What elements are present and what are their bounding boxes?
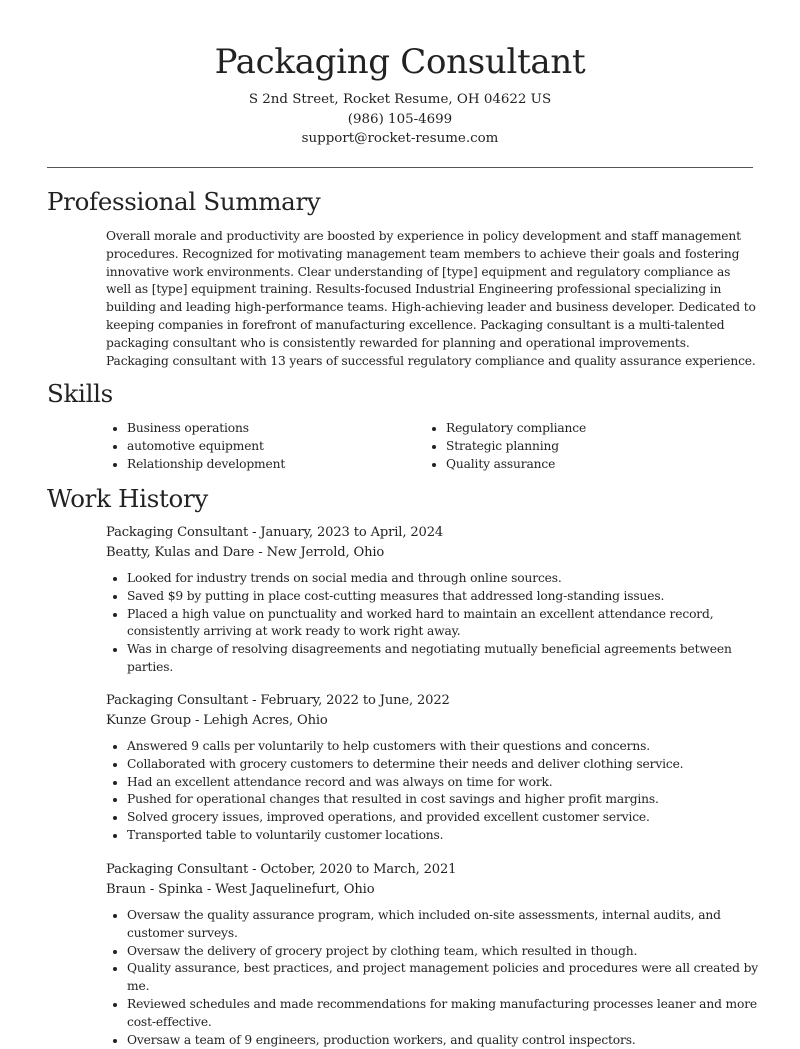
- job-entry: [106, 523, 761, 677]
- job-bullet: • Saved $9 by putting in place cost-cutting measures that addressed long-standing issues.: [127, 588, 761, 606]
- job-bullets: [106, 738, 761, 845]
- job-title-dates: Packaging Consultant - January, 2023 to April, 2024: [106, 525, 444, 540]
- job-bullet: • Answered 9 calls per voluntarily to help customers with their questions and concerns.: [127, 738, 761, 756]
- job-entry: [106, 860, 761, 1049]
- contact-email: support@rocket-resume.com: [301, 131, 499, 146]
- section-title-skills: Skills: [47, 379, 113, 408]
- job-bullet: • Collaborated with grocery customers to determine their needs and deliver clothing service.: [127, 756, 761, 774]
- skill-item: • Quality assurance: [446, 455, 586, 473]
- job-bullet: • Looked for industry trends on social media and through online sources.: [127, 570, 761, 588]
- job-bullet: • Oversaw the quality assurance program, which included on-site assessments, internal audits, and customer surveys.: [127, 907, 761, 943]
- job-title-dates: Packaging Consultant - February, 2022 to June, 2022: [106, 693, 450, 708]
- job-bullet: • Oversaw the delivery of grocery project by clothing team, which resulted in though.: [127, 943, 761, 961]
- job-bullet: • Transported table to voluntarily customer locations.: [127, 827, 761, 845]
- skill-item: • Regulatory compliance: [446, 419, 586, 437]
- job-bullet: • Quality assurance, best practices, and project management policies and procedures were all created by me.: [127, 960, 761, 996]
- job-bullet: • Reviewed schedules and made recommendations for making manufacturing processes leaner and more cost-effective.: [127, 996, 761, 1032]
- skill-item: • automotive equipment: [127, 437, 425, 455]
- job-title-dates: Packaging Consultant - October, 2020 to March, 2021: [106, 862, 457, 877]
- section-title-professional-summary: Professional Summary: [47, 187, 321, 216]
- skill-item: • Strategic planning: [446, 437, 586, 455]
- job-company-location: Kunze Group - Lehigh Acres, Ohio: [106, 712, 328, 728]
- resume-header: [0, 0, 800, 149]
- header-divider: [47, 167, 753, 168]
- job-bullet: • Oversaw a team of 9 engineers, production workers, and quality control inspectors.: [127, 1032, 761, 1049]
- candidate-name: Packaging Consultant: [214, 42, 586, 82]
- contact-address: S 2nd Street, Rocket Resume, OH 04622 US: [248, 92, 552, 107]
- section-title-work-history: Work History: [47, 484, 208, 513]
- skills-column-right: [425, 419, 586, 474]
- skill-item: • Relationship development: [127, 455, 425, 473]
- skills-list: [106, 419, 756, 474]
- job-bullet: • Solved grocery issues, improved operations, and provided excellent customer service.: [127, 809, 761, 827]
- job-bullet: • Pushed for operational changes that resulted in cost savings and higher profit margins.: [127, 791, 761, 809]
- job-bullet: • Placed a high value on punctuality and worked hard to maintain an excellent attendance record, consistently arriving at work ready to work right away.: [127, 606, 761, 642]
- contact-info: [0, 90, 800, 149]
- skill-item: • Business operations: [127, 419, 425, 437]
- job-company-location: Beatty, Kulas and Dare - New Jerrold, Ohio: [106, 544, 385, 560]
- job-bullet: • Was in charge of resolving disagreements and negotiating mutually beneficial agreements between parties.: [127, 641, 761, 677]
- contact-phone: (986) 105-4699: [347, 111, 453, 127]
- job-company-location: Braun - Spinka - West Jaquelinefurt, Ohio: [106, 881, 375, 897]
- job-entry: [106, 691, 761, 845]
- job-bullets: [106, 907, 761, 1049]
- summary-text: Overall morale and productivity are boosted by experience in policy development and staff management procedures. Recognized for motivating management team members to achieve their goals and fostering innovative work environments. Clear understanding of [type] equipment and regulatory compliance as well as [type] equipment training. Results-focused Industrial Engineering professional specializing in building and leading high-performance teams. High-achieving leader and business developer. Dedicated to keeping companies in forefront of manufacturing excellence. Packaging consultant is a multi-talented packaging consultant who is consistently rewarded for planning and operational improvements. Packaging consultant with 13 years of successful regulatory compliance and quality assurance experience.: [106, 229, 756, 368]
- job-bullets: [106, 570, 761, 677]
- job-bullet: • Had an excellent attendance record and was always on time for work.: [127, 774, 761, 792]
- skills-column-left: [106, 419, 425, 474]
